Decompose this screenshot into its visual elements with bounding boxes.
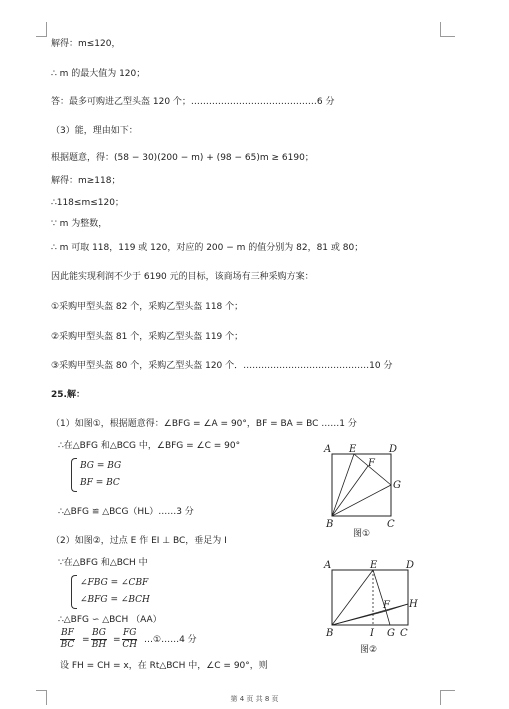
system1-eq2: BF = BC: [80, 478, 120, 488]
fraction-denominator: BH: [91, 640, 107, 650]
rectangle-abcd: [332, 570, 408, 625]
fraction-fg-ch: [122, 628, 137, 651]
equals-sign: =: [113, 635, 121, 645]
page-footer: 第 4 页 共 8 页: [230, 695, 279, 703]
label-g: G: [393, 480, 401, 491]
part3-values: ∴ m 可取 118，119 或 120，对应的 200 − m 的值分别为 82，81 或 80；: [51, 243, 364, 253]
label-d: D: [406, 560, 415, 571]
segment-bf: [332, 466, 368, 516]
q25-final-line: 设 FH = CH = x，在 Rt△BCH 中，∠C = 90°，则: [60, 661, 268, 671]
similarity-line: ∴△BFG ∽ △BCH （AA）: [58, 615, 162, 625]
fraction-numerator: FG: [123, 628, 137, 638]
segment-bg: [332, 485, 391, 516]
label-e: E: [349, 444, 357, 455]
figure-1: [320, 438, 420, 540]
label-i: I: [370, 628, 374, 639]
part3-solve: 解得：m≥118；: [51, 176, 121, 186]
label-b: B: [326, 628, 334, 639]
segment-fg: [386, 611, 390, 625]
segment-be: [332, 454, 354, 516]
q25-part1-triangles: ∴在△BFG 和△BCG 中，∠BFG = ∠C = 90°: [58, 441, 241, 451]
label-a: A: [324, 444, 332, 455]
fraction-denominator: BC: [60, 640, 75, 650]
solution-line-1: 解得：m≤120，: [51, 39, 121, 49]
label-c: C: [400, 628, 408, 639]
part3-heading: （3）能，理由如下：: [51, 126, 138, 136]
equals-sign: =: [82, 635, 90, 645]
answer-line: 答：最多可购进乙型头盔 120 个；……………………………………6 分: [51, 97, 335, 107]
system2-eq2: ∠BFG = ∠BCH: [80, 595, 150, 605]
fraction-bg-bh: [91, 628, 107, 651]
congruence-line: ∴△BFG ≌ △BCG（HL）……3 分: [58, 507, 194, 517]
q25-heading: 25.解：: [51, 390, 85, 400]
plan-3: ③采购甲型头盔 80 个，采购乙型头盔 120 个．……………………………………10 分: [51, 361, 393, 371]
square-abcd: [332, 454, 391, 516]
figure-2: [320, 556, 425, 658]
part3-conclusion: 因此能实现利润不少于 6190 元的目标，该商场有三种采购方案：: [51, 272, 314, 282]
label-g: G: [387, 628, 395, 639]
fraction-numerator: BF: [61, 628, 74, 638]
system1-eq1: BG = BG: [80, 461, 122, 471]
segment-be: [332, 570, 373, 625]
label-a: A: [324, 560, 332, 571]
label-f: F: [383, 600, 390, 611]
fraction-bf-bc: [60, 628, 75, 651]
label-b: B: [326, 519, 334, 530]
brace-2: [71, 575, 77, 609]
part3-equation: 根据题意，得：(58 − 30)(200 − m) + (98 − 65)m ≥ 6190；: [51, 153, 314, 163]
label-d: D: [389, 444, 398, 455]
label-c: C: [387, 519, 395, 530]
fraction-numerator: BG: [92, 628, 106, 638]
label-e: E: [370, 560, 378, 571]
label-h: H: [409, 599, 418, 610]
brace-1: [71, 458, 77, 492]
plan-1: ①采购甲型头盔 82 个，采购乙型头盔 118 个；: [51, 302, 244, 312]
system2-eq1: ∠FBG = ∠CBF: [80, 578, 149, 588]
figure-2-caption: 图②: [360, 645, 378, 655]
figure-1-caption: 图①: [353, 529, 371, 539]
solution-line-2: ∴ m 的最大值为 120；: [51, 69, 146, 79]
label-f: F: [368, 458, 375, 469]
fraction-tail: …①……4 分: [144, 635, 197, 645]
segment-bf: [332, 611, 386, 625]
q25-part1: （1）如图①，根据题意得：∠BFG = ∠A = 90°，BF = BA = BC ……1 分: [51, 419, 357, 429]
part3-range: ∴118≤m≤120；: [51, 198, 124, 208]
crop-mark-top-left: [36, 22, 47, 37]
part3-integer: ∵ m 为整数，: [51, 219, 108, 229]
plan-2: ②采购甲型头盔 81 个，采购乙型头盔 119 个；: [51, 332, 244, 342]
crop-mark-top-right: [440, 22, 455, 37]
q25-part2-triangles: ∵在△BFG 和△BCH 中: [58, 558, 148, 568]
q25-part2: （2）如图②，过点 E 作 EI ⊥ BC，垂足为 I: [51, 536, 227, 546]
fraction-denominator: CH: [122, 640, 138, 650]
